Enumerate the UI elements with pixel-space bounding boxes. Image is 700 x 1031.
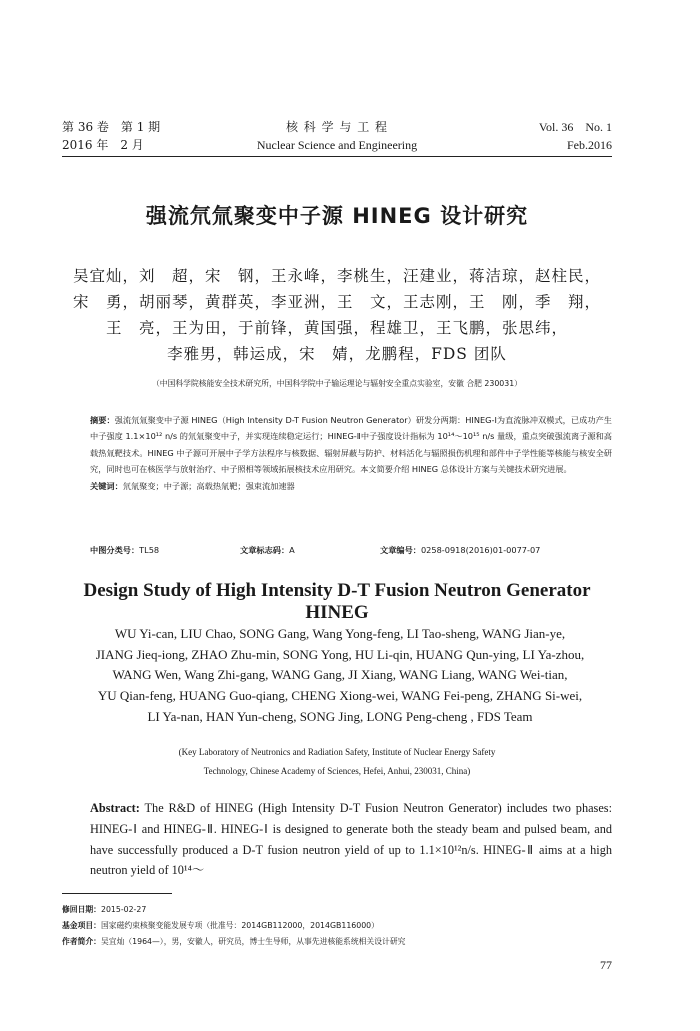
abstract-chinese [90, 412, 612, 494]
running-header [62, 118, 612, 156]
footnote-received: 修回日期：2015-02-27 [62, 905, 147, 914]
title-english: Design Study of High Intensity D-T Fusion Neutron Generator HINEG [83, 580, 591, 623]
author-line: WU Yi-can, LIU Chao, SONG Gang, Wang Yong-feng, LI Tao-sheng, WANG Jian-ye, [114, 626, 566, 641]
abstract-label: Abstract: [90, 801, 140, 815]
abstract-text: 强流氘氚聚变中子源 HINEG（High Intensity D-T Fusion Neutron Generator）研发分两期：HINEG-Ⅰ为直流脉冲双模式，已成功产生中子强度 1.1×10¹² n/s 的氘氚聚变中子，并实现连续稳定运行；HINEG-Ⅱ中子强度设计指标为 10¹⁴～10¹⁵ n/s 量级，重点突破强流离子源和高载热氚靶技术。HINEG 中子源可开展中子学方法程序与核数据、辐射屏蔽与防护、材料活化与辐照损伤机理和部件中子学性能等核能与核安全研究，同时也可在核医学与放射治疗、中子照相等领域拓展核技术应用研究。本文简要介绍 HINEG 总体设计方案与关键技术研究进展。 [90, 415, 612, 475]
footnote-author-bio: 作者简介：吴宜灿（1964—），男，安徽人，研究员，博士生导师，从事先进核能系统相关设计研究 [62, 936, 406, 946]
author-line: 宋 勇，胡丽琴，黄群英，李亚洲，王 文，王志刚，王 刚，季 翔， [72, 293, 601, 311]
authors-chinese [62, 263, 612, 367]
keywords-text: 氘氚聚变；中子源；高载热氚靶；强束流加速器 [122, 480, 295, 491]
header-journal-name: 核 科 学 与 工 程 Nuclear Science and Engineering [256, 120, 418, 152]
document-code: 文章标志码：A [240, 545, 295, 555]
author-line: JIANG Jieq-iong, ZHAO Zhu-min, SONG Yong, HU Li-qin, HUANG Qun-ying, LI Ya-zhou, [95, 646, 585, 662]
author-line: LI Ya-nan, HAN Yun-cheng, SONG Jing, LONG Peng-cheng , FDS Team [147, 708, 533, 724]
affiliation-english: (Key Laboratory of Neutronics and Radiation Safety, Institute of Nuclear Energy Safety Technology, Chinese Academy of Sciences, Hefei, Anhui, 230031, China) [178, 747, 496, 776]
clc-code: 中图分类号：TL58 [90, 545, 160, 555]
title-chinese: 强流氘氚聚变中子源 HINEG 设计研究 [145, 204, 529, 228]
abstract-text: The R&D of HINEG (High Intensity D-T Fusion Neutron Generator) includes two phases: HINEG-Ⅰ and HINEG-Ⅱ. HINEG-Ⅰ is designed to generate both the steady beam and pulsed beam, and have successfully produced a D-T fusion neutron yield of up to 1.1×10¹²n/s. HINEG-Ⅱ aims at a high neutron yield of 10¹⁴～ [90, 801, 613, 878]
keywords-chinese [90, 478, 612, 494]
page-number: 77 [600, 958, 612, 972]
author-line: YU Qian-feng, HUANG Guo-qiang, CHENG Xiong-wei, WANG Fei-peng, ZHANG Si-wei, [97, 688, 583, 704]
abstract-label: 摘要： [90, 415, 115, 425]
affiliation-chinese: （中国科学院核能安全技术研究所，中国科学院中子输运理论与辐射安全重点实验室，安徽 合肥 230031） [152, 379, 522, 388]
header-volume-cn: 第 36 卷 第 1 期 2016 年 2 月 [62, 120, 161, 152]
article-id: 文章编号：0258-0918(2016)01-0077-07 [380, 545, 541, 555]
header-volume-en: Vol. 36 No. 1 Feb.2016 [538, 120, 612, 152]
header-divider [62, 156, 612, 157]
keywords-label: 关键词： [90, 480, 123, 491]
abstract-english [90, 798, 612, 881]
author-line: WANG Wen, Wang Zhi-gang, WANG Gang, JI Xiang, WANG Liang, WANG Wei-tian, [112, 667, 568, 683]
footnote-divider [62, 893, 172, 894]
author-line: 李雅男，韩运成，宋 婧，龙鹏程，FDS 团队 [167, 345, 507, 363]
author-line: 吴宜灿，刘 超，宋 钢，王永峰，李桃生，汪建业，蒋洁琼，赵柱民， [72, 267, 601, 285]
footnote-funding: 基金项目：国家磁约束核聚变能发展专项（批准号：2014GB112000，2014GB116000） [62, 920, 379, 930]
footnotes [62, 902, 612, 949]
author-line: 王 亮，王为田，于前锋，黄国强，程雄卫，王飞鹏，张思纬， [105, 319, 568, 337]
authors-english [50, 624, 630, 728]
